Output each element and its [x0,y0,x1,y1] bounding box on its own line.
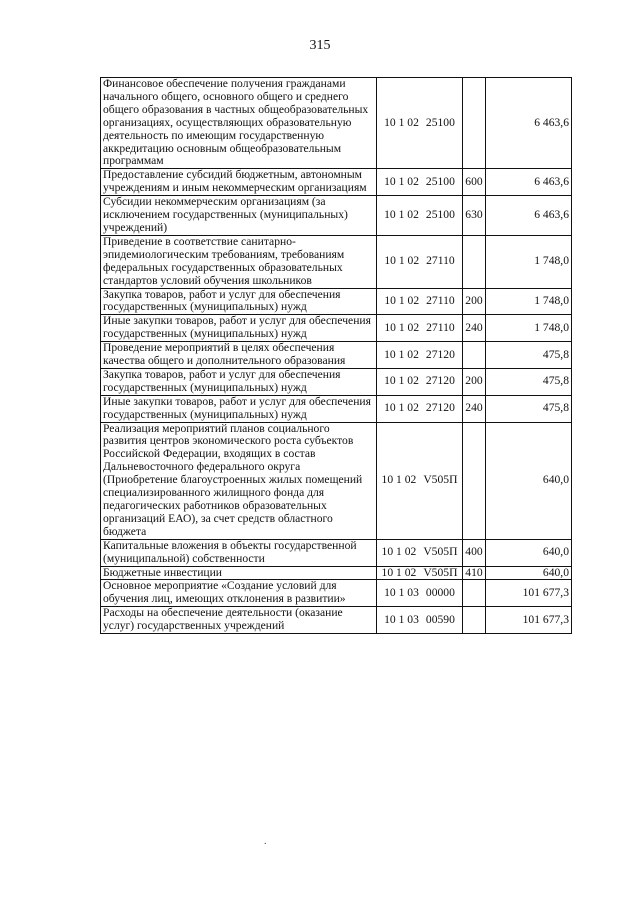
table-row [101,539,572,566]
table-row [101,288,572,315]
section-code: 10 1 02 [384,174,419,188]
row-amount-cell: 475,8 [486,368,572,395]
table-row [101,368,572,395]
row-code-cell [377,78,463,169]
table-row [101,580,572,607]
row-expense-type-cell: 410 [463,566,486,580]
section-code: 10 1 03 [384,612,419,626]
section-code: 10 1 02 [381,566,417,579]
table-row [101,566,572,580]
row-name-cell: Предоставление субсидий бюджетным, автономным учреждениям и иным некоммерческим организациям [101,169,377,196]
row-code-cell [377,196,463,236]
section-code: 10 1 02 [384,401,419,415]
row-name-cell: Приведение в соответствие санитарно-эпидемиологическим требованиям, требованиям федеральных государственных образовательных стандартов условий обучения школьников [101,235,377,288]
row-code-cell [377,539,463,566]
row-expense-type-cell: 600 [463,169,486,196]
table-row [101,422,572,539]
row-code-cell [377,288,463,315]
item-code: 27120 [425,401,455,415]
table-body [101,78,572,634]
row-expense-type-cell: 240 [463,395,486,422]
section-code: 10 1 02 [384,254,420,268]
row-name-cell: Реализация мероприятий планов социального развития центров экономического роста субъектов Российской Федерации, входящих в состав Дальневосточного федерального округа (Приобретение благоустроенных жилых помещений специализированного жилищного фонда для педагогических работников образовательных организаций ЕАО), за счет средств областного бюджета [101,422,377,539]
row-expense-type-cell: 400 [463,539,486,566]
row-amount-cell: 6 463,6 [486,78,572,169]
row-code-cell [377,566,463,580]
section-code: 10 1 02 [384,208,419,222]
section-code: 10 1 03 [384,585,419,599]
row-expense-type-cell: 240 [463,315,486,342]
section-code: 10 1 02 [381,473,417,487]
row-code-cell [377,395,463,422]
row-code-cell [377,422,463,539]
item-code: V505П [423,545,458,559]
budget-table [100,77,572,634]
row-name-cell: Капитальные вложения в объекты государственной (муниципальной) собственности [101,539,377,566]
row-amount-cell: 475,8 [486,395,572,422]
section-code: 10 1 02 [384,320,420,334]
item-code: 25100 [425,174,455,188]
row-name-cell: Закупка товаров, работ и услуг для обеспечения государственных (муниципальных) нужд [101,368,377,395]
section-code: 10 1 02 [384,115,419,129]
section-code: 10 1 02 [384,293,420,307]
row-code-cell [377,342,463,369]
row-name-cell: Основное мероприятие «Создание условий для обучения лиц, имеющих отклонения в развитии» [101,580,377,607]
table-row [101,196,572,236]
row-name-cell: Иные закупки товаров, работ и услуг для обеспечения государственных (муниципальных) нужд [101,315,377,342]
section-code: 10 1 02 [384,347,419,361]
row-amount-cell: 6 463,6 [486,196,572,236]
page-number: 315 [309,38,331,53]
row-name-cell: Проведение мероприятий в целях обеспечения качества общего и дополнительного образования [101,342,377,369]
footer-mark: . [264,836,267,847]
row-code-cell [377,607,463,634]
row-name-cell: Иные закупки товаров, работ и услуг для обеспечения государственных (муниципальных) нужд [101,395,377,422]
row-expense-type-cell [463,235,486,288]
item-code: V505П [423,473,458,487]
item-code: 00000 [425,585,455,599]
row-expense-type-cell: 630 [463,196,486,236]
item-code: 25100 [425,115,455,129]
section-code: 10 1 02 [384,374,419,388]
row-expense-type-cell [463,342,486,369]
row-name-cell: Финансовое обеспечение получения гражданами начального общего, основного общего и среднего общего образования в частных общеобразовательных организациях, осуществляющих образовательную деятельность по имеющим государственную аккредитацию основным общеобразовательным программам [101,78,377,169]
row-amount-cell: 101 677,3 [486,607,572,634]
item-code: V505П [423,566,458,579]
item-code: 25100 [425,208,455,222]
row-name-cell: Бюджетные инвестиции [101,566,377,580]
table-row [101,235,572,288]
row-amount-cell: 6 463,6 [486,169,572,196]
table-row [101,607,572,634]
row-code-cell [377,169,463,196]
row-expense-type-cell [463,607,486,634]
row-code-cell [377,580,463,607]
section-code: 10 1 02 [381,545,417,559]
table-row [101,169,572,196]
item-code: 27120 [425,374,455,388]
row-amount-cell: 640,0 [486,422,572,539]
row-code-cell [377,368,463,395]
row-amount-cell: 640,0 [486,539,572,566]
item-code: 27110 [426,254,455,268]
row-expense-type-cell [463,422,486,539]
table-row [101,342,572,369]
row-name-cell: Расходы на обеспечение деятельности (оказание услуг) государственных учреждений [101,607,377,634]
row-expense-type-cell: 200 [463,368,486,395]
row-amount-cell: 101 677,3 [486,580,572,607]
row-amount-cell: 640,0 [486,566,572,580]
row-expense-type-cell [463,580,486,607]
row-amount-cell: 1 748,0 [486,315,572,342]
item-code: 27120 [425,347,455,361]
item-code: 27110 [426,293,455,307]
row-amount-cell: 1 748,0 [486,235,572,288]
row-name-cell: Закупка товаров, работ и услуг для обеспечения государственных (муниципальных) нужд [101,288,377,315]
row-expense-type-cell: 200 [463,288,486,315]
row-expense-type-cell [463,78,486,169]
row-name-cell: Субсидии некоммерческим организациям (за исключением государственных (муниципальных) учреждений) [101,196,377,236]
table-row [101,315,572,342]
row-amount-cell: 1 748,0 [486,288,572,315]
row-code-cell [377,235,463,288]
row-amount-cell: 475,8 [486,342,572,369]
table-row [101,78,572,169]
row-code-cell [377,315,463,342]
item-code: 27110 [426,320,455,334]
item-code: 00590 [425,612,455,626]
table-row [101,395,572,422]
